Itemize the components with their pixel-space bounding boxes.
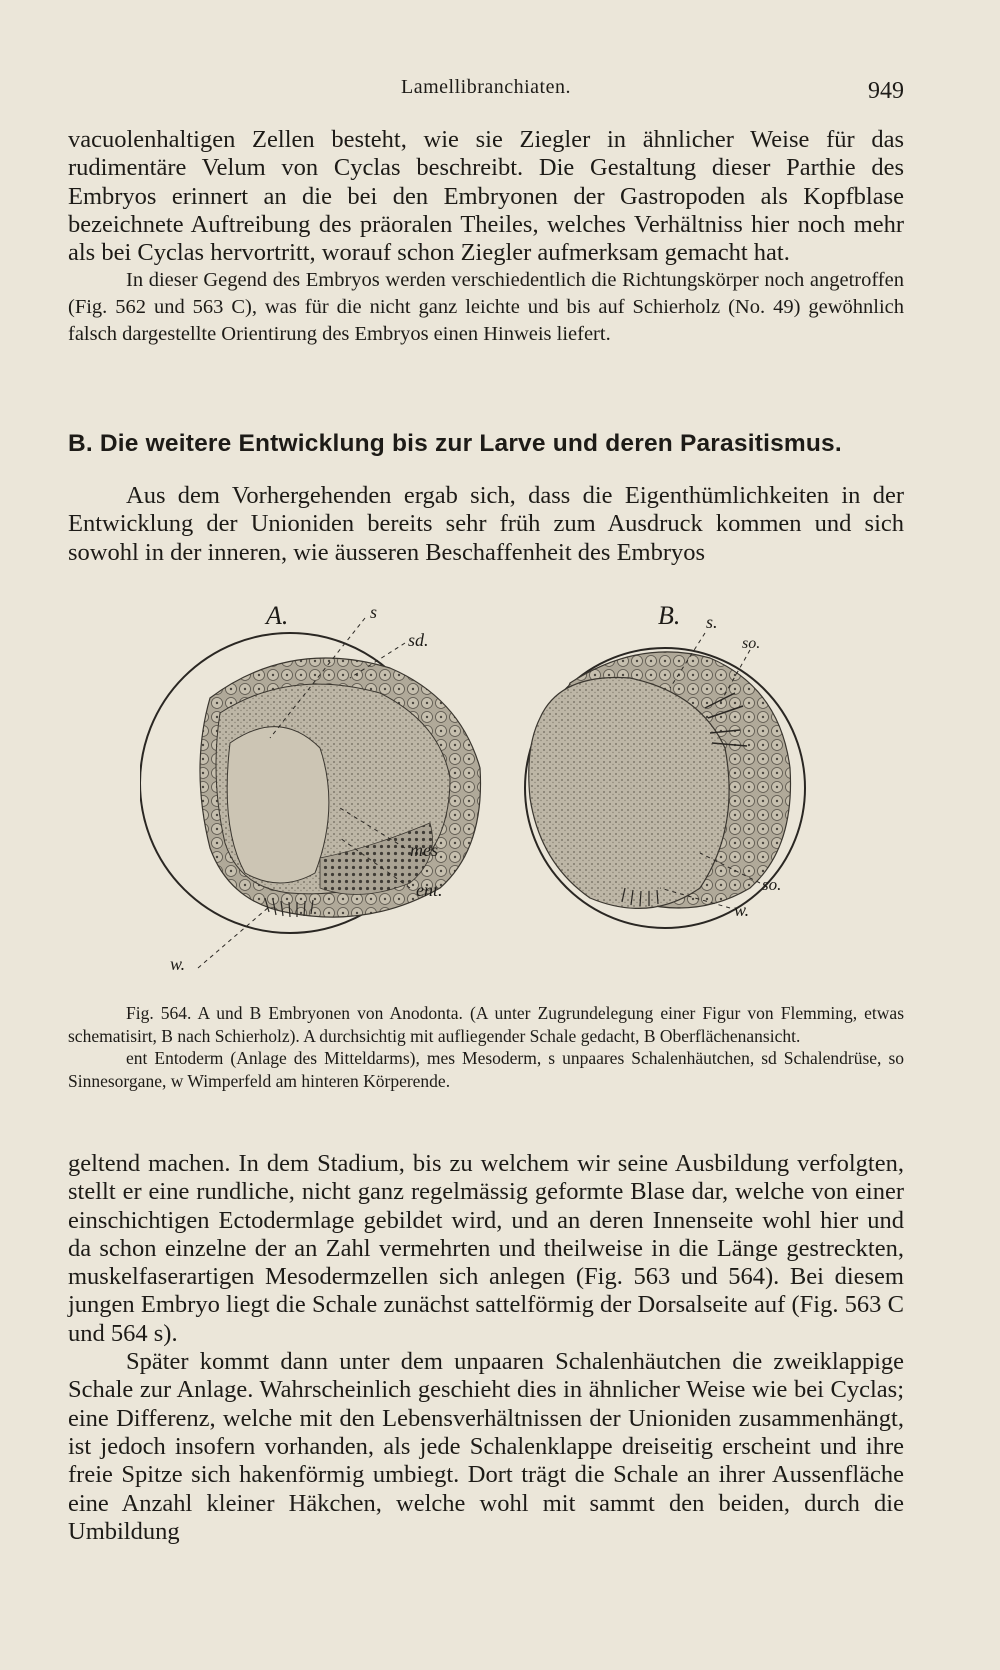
label-s-b: s. bbox=[706, 612, 718, 632]
embryo-a bbox=[140, 601, 481, 974]
label-w-b: w. bbox=[734, 900, 750, 920]
label-ent: ent. bbox=[416, 880, 443, 900]
label-s-a: s bbox=[370, 602, 378, 622]
figure-a-label: A. bbox=[266, 601, 289, 630]
label-sd: sd. bbox=[408, 630, 429, 650]
figure-caption bbox=[68, 1002, 904, 1092]
caption-line-2: ent Entoderm (Anlage des Mitteldarms), mes Mesoderm, s unpaares Schalenhäutchen, sd Schalendrüse, so Sinnesorgane, w Wimperfeld am hinteren Körperende. bbox=[68, 1048, 904, 1091]
label-so-top: so. bbox=[742, 635, 761, 652]
section-heading: B. Die weitere Entwicklung bis zur Larve und deren Parasitismus. bbox=[68, 430, 842, 457]
paragraph-2: In dieser Gegend des Embryos werden verschiedentlich die Richtungskörper noch angetroffen (Fig. 562 und 563 C), was für die nicht ganz leichte und bis auf Schierholz (No. 49) gewöhnlich falsch dargestellte Orientirung des Embryos einen Hinweis liefert. bbox=[68, 269, 904, 346]
paragraph-1: vacuolenhaltigen Zellen besteht, wie sie Ziegler in ähnlicher Weise für das rudimentäre Velum von Cyclas beschreibt. Die Gestaltung dieser Parthie des Embryos erinnert an die bei den Embryonen der Gastropoden als Kopfblase bezeichnete Auftreibung des präoralen Theiles, welches Verhältniss hier noch mehr als bei Cyclas hervortritt, worauf schon Ziegler aufmerksam gemacht hat. bbox=[68, 126, 904, 267]
label-mes: mes bbox=[410, 840, 438, 860]
text-block-middle bbox=[68, 482, 904, 567]
label-so-bottom: so. bbox=[762, 875, 782, 894]
figure-b-label: B. bbox=[658, 601, 681, 630]
caption-line-1: Fig. 564. A und B Embryonen von Anodonta. (A unter Zugrundelegung einer Figur von Flemming, etwas schematisirt, B nach Schierholz). A durchsichtig mit aufliegender Schale gedacht, B Oberflächenansicht. bbox=[68, 1003, 904, 1046]
embryo-illustration bbox=[140, 598, 840, 988]
running-head bbox=[68, 76, 904, 106]
embryo-b bbox=[525, 601, 805, 928]
running-title: Lamellibranchiaten. bbox=[401, 76, 571, 98]
text-block-top bbox=[68, 126, 904, 348]
figure-564 bbox=[140, 598, 840, 988]
page-number: 949 bbox=[868, 78, 904, 104]
paragraph-5: Später kommt dann unter dem unpaaren Schalenhäutchen die zweiklappige Schale zur Anlage. Wahrscheinlich geschieht dies in ähnlicher Weise wie bei Cyclas; eine Differenz, welche mit den Lebensverhältnissen der Unioniden zusammenhängt, ist jedoch insofern vorhanden, als jede Schalenklappe dreiseitig erscheint und ihre freie Spitze sich hakenförmig umbiegt. Dort trägt die Schale an ihrer Aussenfläche eine Anzahl kleiner Häkchen, welche wohl mit sammt den beiden, durch die Umbildung bbox=[68, 1348, 904, 1545]
label-w-a: w. bbox=[170, 954, 186, 974]
text-block-bottom bbox=[68, 1150, 904, 1546]
paragraph-4: geltend machen. In dem Stadium, bis zu welchem wir seine Ausbildung verfolgten, stellt er eine rundliche, nicht ganz regelmässig geformte Blase dar, welche von einer einschichtigen Ectodermlage gebildet wird, und an deren Innenseite wohl hier und da schon einzelne der an Zahl vermehrten und theilweise in die Länge gestreckten, muskelfaserartigen Mesodermzellen sich anlegen (Fig. 563 und 564). Bei diesem jungen Embryo liegt die Schale zunächst sattelförmig der Dorsalseite auf (Fig. 563 C und 564 s). bbox=[68, 1150, 904, 1347]
paragraph-3: Aus dem Vorhergehenden ergab sich, dass die Eigenthümlichkeiten in der Entwicklung der Unioniden bereits sehr früh zum Ausdruck kommen und sich sowohl in der inneren, wie äusseren Beschaffenheit des Embryos bbox=[68, 482, 904, 566]
